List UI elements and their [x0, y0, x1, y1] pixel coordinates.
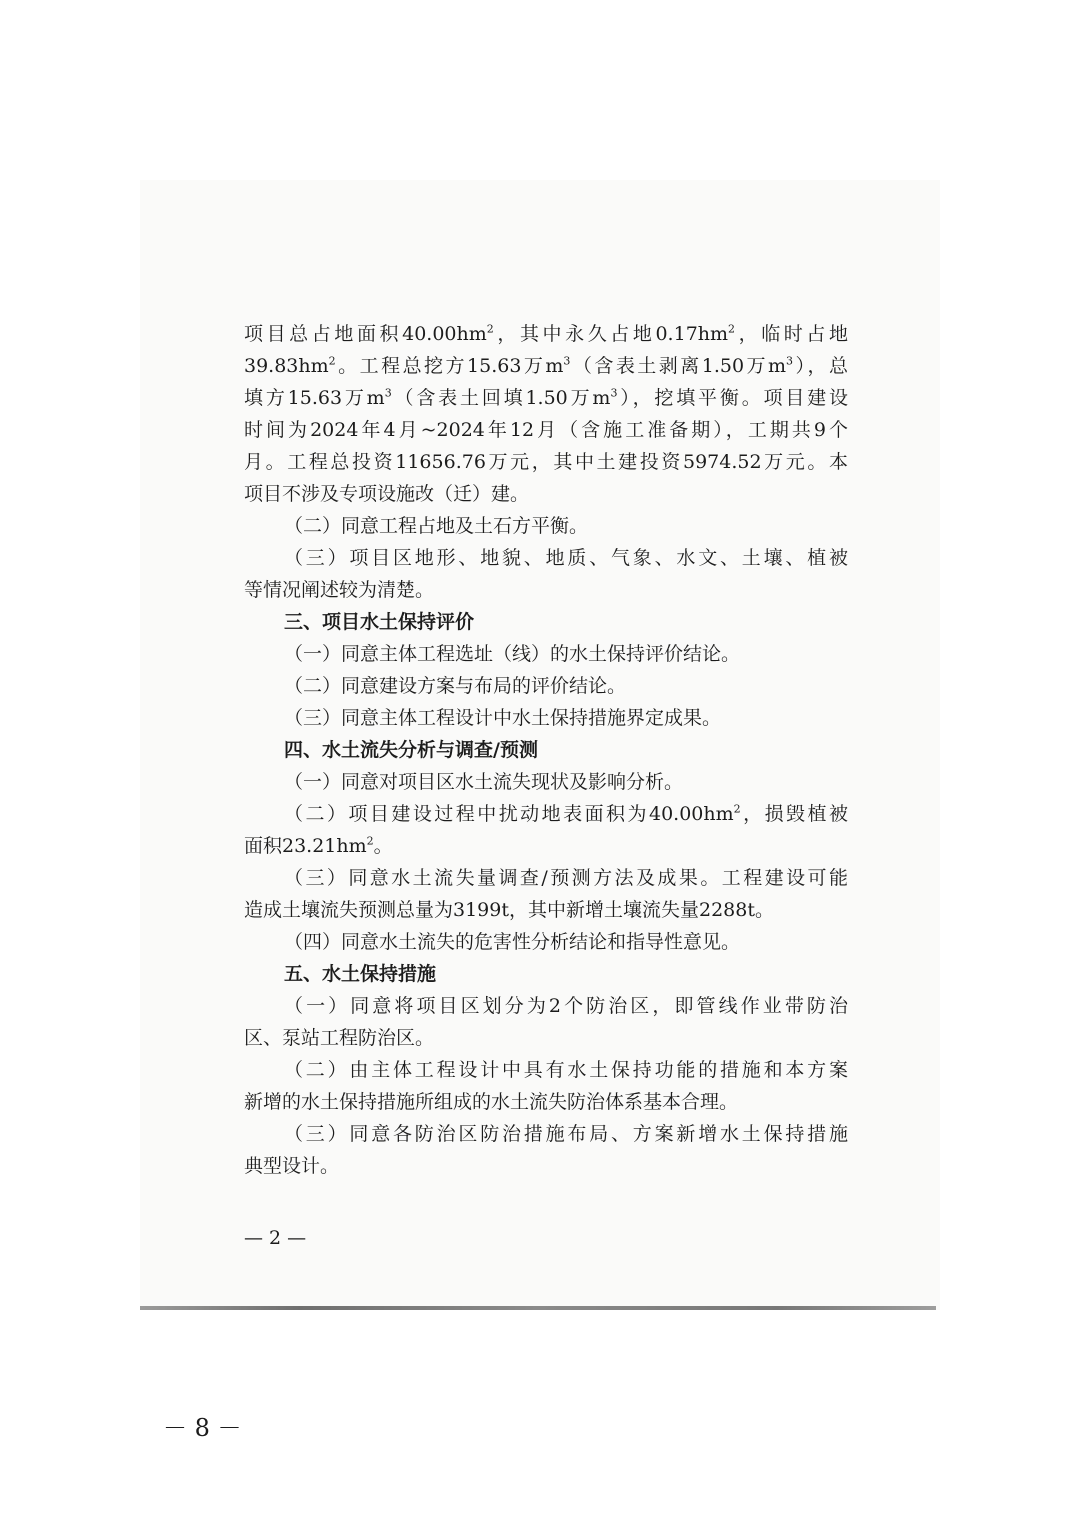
clause-5-1-cont: 区、泵站工程防治区。	[244, 1027, 435, 1049]
clause-5-3-cont: 典型设计。	[244, 1155, 340, 1177]
paragraph-line: 月。工程总投资11656.76万元，其中土建投资5974.52万元。本	[244, 451, 848, 473]
clause-4-2-cont: 面积$23.21hm^2$。	[244, 834, 393, 857]
section-heading-5: 五、水土保持措施	[284, 963, 437, 985]
outer-page-number: － 8 －	[163, 1414, 242, 1442]
clause-4-3-cont: 造成土壤流失预测总量为3199t，其中新增土壤流失量2288t。	[244, 899, 774, 921]
clause-4-3: （三）同意水土流失量调查/预测方法及成果。工程建设可能	[284, 867, 848, 889]
inner-page-number: — 2 —	[244, 1227, 307, 1249]
clause-5-2: （二）由主体工程设计中具有水土保持功能的措施和本方案	[284, 1059, 848, 1081]
scan-edge	[140, 1306, 936, 1310]
paragraph-line: 时间为2024年4月~2024年12月（含施工准备期），工期共9个	[244, 419, 848, 441]
clause-3-3: （三）同意主体工程设计中水土保持措施界定成果。	[284, 707, 722, 729]
clause-4-4: （四）同意水土流失的危害性分析结论和指导性意见。	[284, 931, 741, 953]
paragraph-line: 项目不涉及专项设施改（迁）建。	[244, 483, 530, 505]
paragraph-line: 填方15.63万$m^3$（含表土回填1.50万$m^3$），挖填平衡。项目建设	[244, 386, 848, 409]
clause-4-1: （一）同意对项目区水土流失现状及影响分析。	[284, 771, 684, 793]
clause-2-3: （三）项目区地形、地貌、地质、气象、水文、土壤、植被	[284, 547, 848, 569]
clause-5-1: （一）同意将项目区划分为2个防治区，即管线作业带防治	[284, 995, 848, 1017]
clause-3-2: （二）同意建设方案与布局的评价结论。	[284, 675, 627, 697]
section-heading-3: 三、项目水土保持评价	[284, 611, 475, 633]
document-body	[244, 318, 848, 1182]
clause-4-2: （二）项目建设过程中扰动地表面积为$40.00hm^2$，损毁植被	[284, 802, 848, 825]
paragraph-line: $39.83hm^2$。工程总挖方15.63万$m^3$（含表土剥离1.50万$m^3$），总	[244, 354, 848, 377]
clause-5-2-cont: 新增的水土保持措施所组成的水土流失防治体系基本合理。	[244, 1091, 739, 1113]
section-heading-4: 四、水土流失分析与调查/预测	[284, 739, 538, 761]
paragraph-line: 项目总占地面积$40.00hm^2$，其中永久占地$0.17hm^2$，临时占地	[244, 322, 848, 345]
clause-2-3-cont: 等情况阐述较为清楚。	[244, 579, 435, 601]
clause-5-3: （三）同意各防治区防治措施布局、方案新增水土保持措施	[284, 1123, 848, 1145]
clause-2-2: （二）同意工程占地及土石方平衡。	[284, 515, 589, 537]
clause-3-1: （一）同意主体工程选址（线）的水土保持评价结论。	[284, 643, 741, 665]
